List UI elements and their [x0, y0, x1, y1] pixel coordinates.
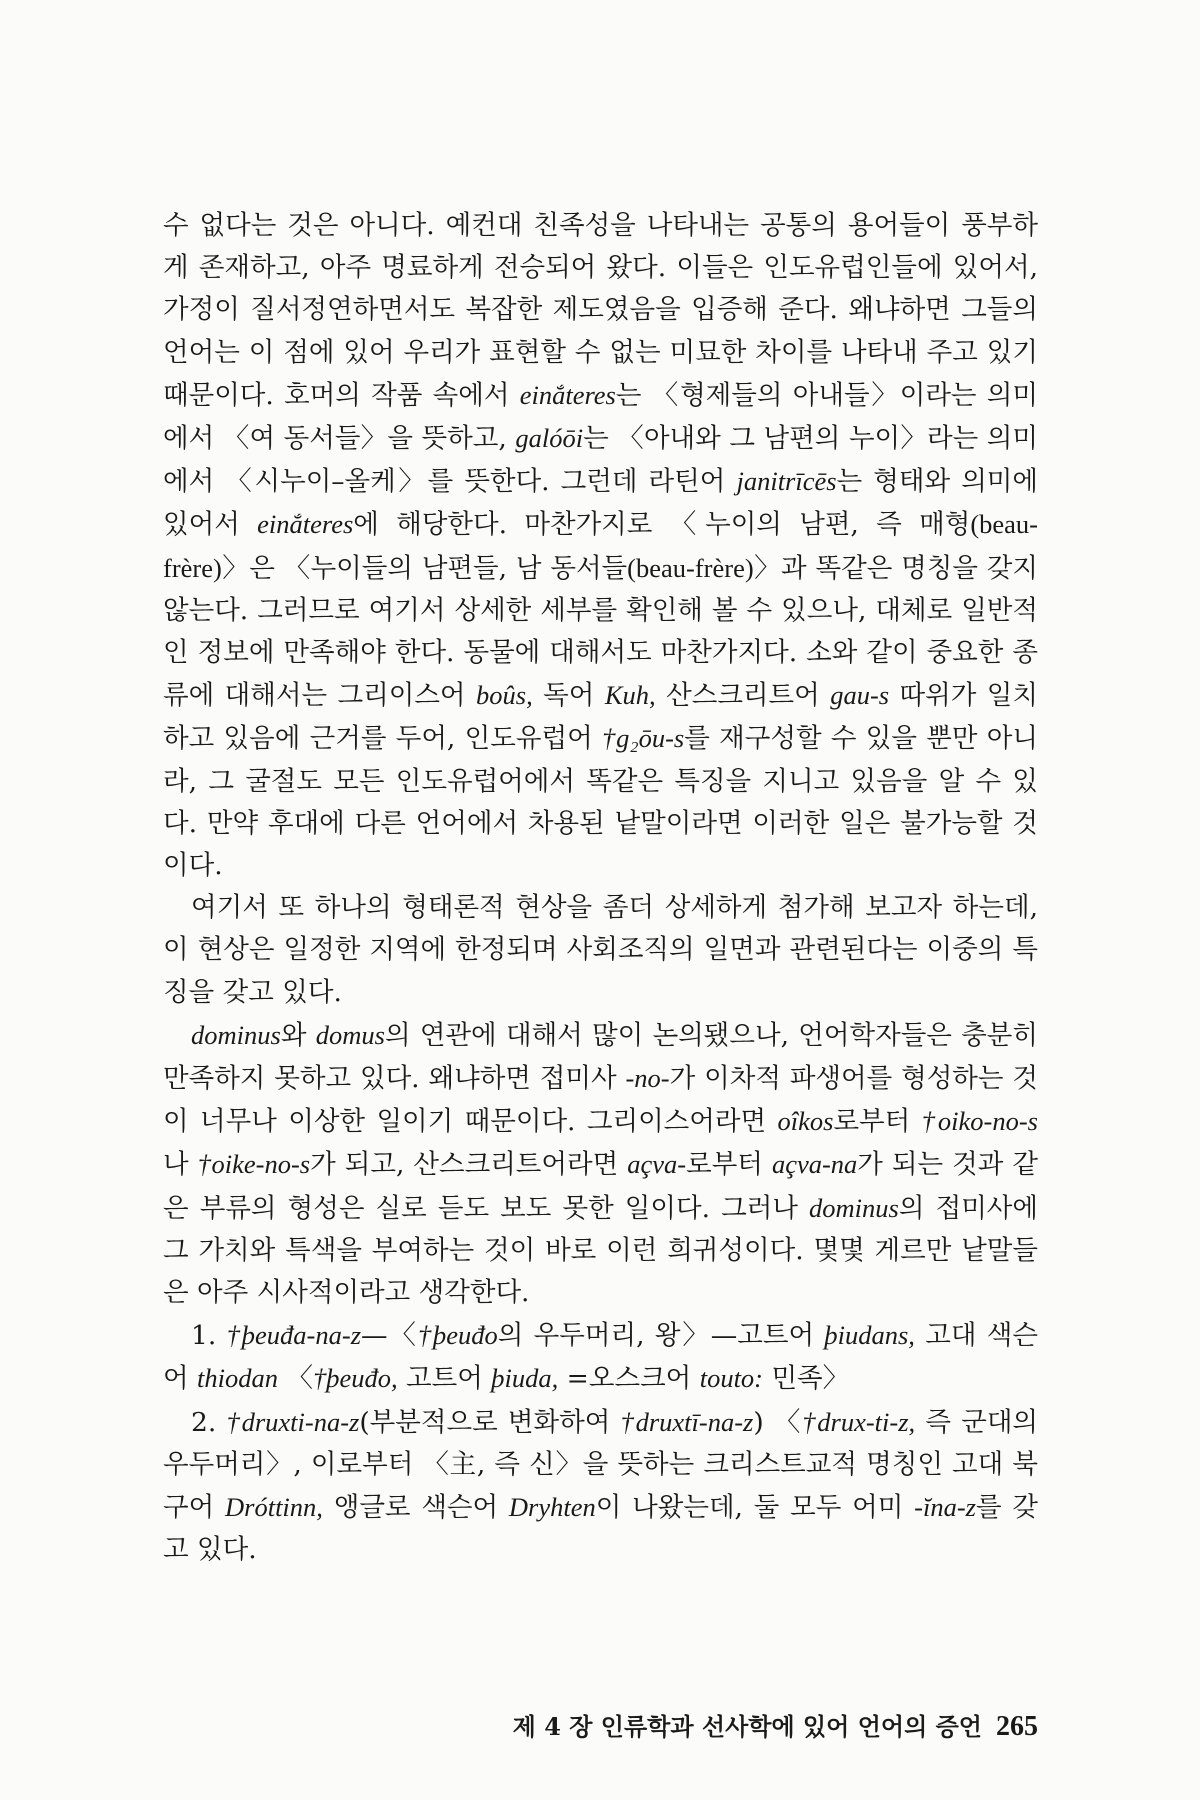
foreign-term: janitrīcēs	[736, 466, 837, 497]
text-run: 와	[280, 1019, 316, 1051]
foreign-term: Dryhten	[508, 1492, 596, 1523]
text-run: 로부터	[833, 1106, 922, 1138]
foreign-term: †oike-no-s	[197, 1149, 311, 1180]
paragraph	[163, 1401, 1038, 1572]
text-run: 앵글로 색슨어	[322, 1492, 509, 1524]
foreign-term: galóōi	[515, 423, 584, 454]
foreign-term: †þeuđa-na-z	[226, 1320, 362, 1351]
text-run: 〈	[278, 1363, 313, 1395]
text-run: 이 나왔는데, 둘 모두 어미	[595, 1492, 915, 1524]
text-run: 나	[163, 1149, 198, 1181]
text-run: (beau-frère)	[163, 509, 1038, 583]
text-run: 가 되고, 산스크리트어라면	[310, 1149, 628, 1181]
text-run: 민족〉	[763, 1363, 850, 1395]
paragraph	[163, 1014, 1038, 1314]
text-run: 1.	[191, 1320, 227, 1352]
text-run: ) 〈	[753, 1406, 803, 1438]
text-run: 즉 군대의 우두머리〉, 이로부터 〈主, 즉 신〉을 뜻하는 크리스트교적 명칭인 고대 북구어	[163, 1406, 1039, 1524]
text-run: 의 연관에 대해서 많이 논의됐으나, 언어학자들은 충분히 만족하지 못하고 있다. 왜냐하면 접미사	[163, 1019, 1038, 1095]
foreign-term: þiuda,	[491, 1363, 559, 1394]
foreign-term: þiudans,	[824, 1320, 915, 1351]
body-text	[163, 205, 1038, 1572]
text-run: 는 〈형제들의 아내들〉이라는 의미에서 〈여 동서들〉을 뜻하고,	[163, 379, 1038, 455]
text-run: 여기서 또 하나의 형태론적 현상을 좀더 상세하게 첨가해 보고자 하는데, 이 현상은 일정한 지역에 한정되며 사회조직의 일면과 관련된다는 이중의 특징을 갖고 있다.	[163, 892, 1038, 1008]
foreign-term: -ĭna-z	[914, 1492, 976, 1523]
foreign-term: †oiko-no-s	[921, 1106, 1038, 1137]
text-run: 의 우두머리, 왕〉—고트어	[497, 1320, 825, 1352]
text-run: 〉과 똑같은 명칭을 갖지 않는다. 그러므로 여기서 상세한 세부를 확인해 볼 수 있으나, 대체로 일반적인 정보에 만족해야 한다. 동물에 대해서도 마찬가지다. 소와 같이 중요한 종류에 대해서는 그리이스어	[163, 552, 1038, 712]
text-run: (beau-frère)	[627, 552, 754, 583]
foreign-term: thiodan	[197, 1363, 279, 1394]
foreign-term: dominus	[191, 1019, 281, 1050]
text-run: 수 없다는 것은 아니다. 예컨대 친족성을 나타내는 공통의 용어들이 풍부하게 존재하고, 아주 명료하게 전승되어 왔다. 이들은 인도유럽인들에 있어서, 가정이 질서정연하면서도 복잡한 제도였음을 입증해 준다. 왜냐하면 그들의 언어는 이 점에 있어 우리가 표현할 수 없는 미묘한 차이를 나타내 주고 있기 때문이다. 호머의 작품 속에서	[163, 210, 1038, 411]
running-head: 제 4 장 인류학과 선사학에 있어 언어의 증언	[512, 1712, 982, 1741]
text-run: =오스크어	[558, 1363, 700, 1395]
foreign-term: Dróttinn,	[225, 1492, 323, 1523]
text-run: 산스크리트어	[655, 680, 831, 712]
text-run: 로부터	[686, 1149, 772, 1181]
foreign-term: gau-s	[830, 680, 890, 711]
paragraph	[163, 887, 1038, 1014]
text-run: 가 이차적 파생어를 형성하는 것이 너무나 이상한 일이기 때문이다. 그리이스어라면	[163, 1063, 1038, 1138]
page-footer	[163, 1707, 1038, 1743]
text-run: 〉은 〈누이들의 남편들, 남 동서들	[221, 552, 628, 584]
foreign-term: oîkos	[777, 1106, 834, 1137]
foreign-term: -no-	[625, 1063, 670, 1094]
text-run: 는 형태와 의미에 있어서	[163, 466, 1038, 541]
foreign-term: touto:	[699, 1363, 764, 1394]
text-run: (부분적으로 변화하여	[359, 1406, 621, 1438]
foreign-term: einắteres	[257, 509, 354, 540]
foreign-term: †þeuđo,	[312, 1363, 398, 1394]
foreign-term: domus	[315, 1019, 385, 1050]
foreign-term: Kuh,	[604, 680, 656, 711]
foreign-term: boûs,	[476, 680, 533, 711]
foreign-term: açva-	[627, 1149, 687, 1180]
foreign-term: †g₂ōu-s	[601, 723, 685, 754]
text-run: 가 되는 것과 같은 부류의 형성은 실로 듣도 보도 못한 일이다. 그러나	[163, 1149, 1038, 1224]
foreign-term: dominus	[809, 1192, 899, 1223]
paragraph	[163, 205, 1038, 887]
foreign-term: einắteres	[519, 379, 616, 410]
text-run: 독어	[532, 680, 605, 712]
text-run: 2.	[191, 1406, 227, 1438]
foreign-term: †drux-ti-z,	[802, 1406, 916, 1437]
text-run: 에 해당한다. 마찬가지로 〈누이의 남편, 즉 매형	[353, 509, 971, 541]
text-run: 는 〈아내와 그 남편의 누이〉라는 의미에서 〈시누이–올케〉를 뜻한다. 그런데 라틴어	[163, 423, 1038, 498]
text-run: —〈	[361, 1320, 418, 1352]
page-number: 265	[996, 1711, 1038, 1742]
foreign-term: †druxti-na-z	[226, 1406, 360, 1437]
foreign-term: †þeuđo	[417, 1320, 498, 1351]
text-run: 고대 색슨어	[163, 1320, 1038, 1395]
text-run: 의 접미사에 그 가치와 특색을 부여하는 것이 바로 이런 희귀성이다. 몇몇 게르만 낱말들은 아주 시사적이라고 생각한다.	[163, 1192, 1038, 1309]
foreign-term: açva-na	[771, 1149, 858, 1180]
text-run: 고트어	[397, 1363, 492, 1395]
foreign-term: †druxtī-na-z	[620, 1406, 754, 1437]
paragraph	[163, 1314, 1038, 1400]
text-run: 따위가 일치하고 있음에 근거를 두어, 인도유럽어	[163, 680, 1039, 755]
text-run: 를 갖고 있다.	[163, 1492, 1038, 1566]
text-run: 를 재구성할 수 있을 뿐만 아니라, 그 굴절도 모든 인도유럽어에서 똑같은 특징을 지니고 있음을 알 수 있다. 만약 후대에 다른 언어에서 차용된 낱말이라면 이러한 일은 불가능할 것이다.	[163, 723, 1038, 882]
